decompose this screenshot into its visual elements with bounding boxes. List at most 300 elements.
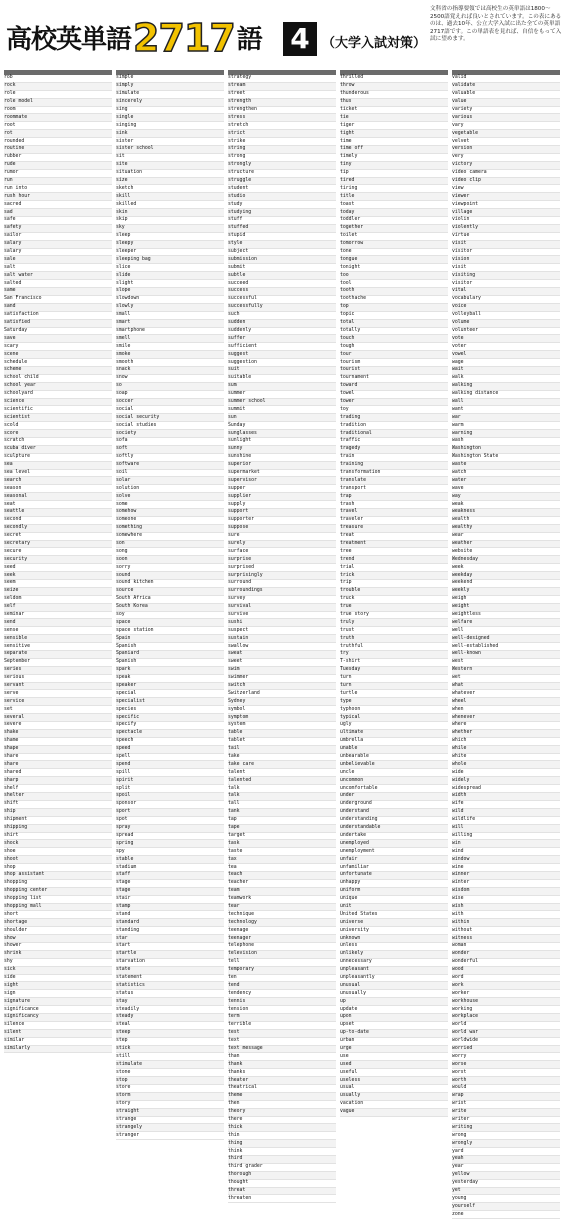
word-row [228, 264, 336, 272]
word-row [340, 904, 448, 912]
word-row [4, 99, 112, 107]
word-row [116, 1046, 224, 1054]
word-row [116, 193, 224, 201]
word-row [452, 627, 560, 635]
english-word: when [452, 706, 464, 712]
english-word: simulate [116, 91, 140, 97]
english-word: teenage [228, 927, 249, 933]
word-row [452, 383, 560, 391]
word-row [452, 785, 560, 793]
word-row [4, 1014, 112, 1022]
word-row [340, 296, 448, 304]
word-row [228, 927, 336, 935]
word-row [4, 493, 112, 501]
english-word: slight [116, 280, 134, 286]
english-word: spend [116, 761, 131, 767]
english-word: traffic [340, 438, 361, 444]
word-row [340, 548, 448, 556]
word-row [340, 675, 448, 683]
english-word: salary [4, 241, 22, 247]
english-word: wage [452, 359, 464, 365]
word-row [228, 178, 336, 186]
english-word: whenever [452, 714, 476, 720]
word-row [452, 911, 560, 919]
english-word: strongly [228, 162, 252, 168]
word-row [340, 446, 448, 454]
word-row [340, 722, 448, 730]
english-word: rush hour [4, 193, 30, 199]
english-word: validate [452, 83, 476, 89]
word-row [4, 1046, 112, 1054]
word-row [116, 1038, 224, 1046]
word-row [340, 422, 448, 430]
word-row [116, 485, 224, 493]
english-word: war [452, 414, 461, 420]
english-word: traditional [340, 430, 372, 436]
word-row [228, 446, 336, 454]
word-row [452, 343, 560, 351]
word-row [340, 556, 448, 564]
english-word: strength [228, 99, 252, 105]
word-row [228, 777, 336, 785]
english-word: style [228, 241, 243, 247]
english-word: surprise [228, 556, 252, 562]
word-row [4, 564, 112, 572]
english-word: train [340, 454, 355, 460]
english-word: stimulate [116, 1061, 142, 1067]
english-word: unfortunate [340, 872, 372, 878]
english-word: somehow [116, 509, 137, 515]
word-row [4, 162, 112, 170]
english-word: wisdom [452, 888, 470, 894]
word-row [228, 840, 336, 848]
word-row [228, 1124, 336, 1132]
english-word: tradition [340, 422, 366, 428]
word-row [452, 667, 560, 675]
word-row [340, 99, 448, 107]
word-row [228, 643, 336, 651]
word-row [452, 730, 560, 738]
english-word: seat [4, 501, 16, 507]
english-word: wonderful [452, 959, 478, 965]
word-row [116, 1117, 224, 1125]
word-row [228, 533, 336, 541]
english-word: soap [116, 391, 128, 397]
word-row [116, 982, 224, 990]
english-word: understand [340, 809, 369, 815]
word-row [228, 990, 336, 998]
word-row [228, 1069, 336, 1077]
english-word: split [116, 785, 131, 791]
word-row [4, 146, 112, 154]
english-word: something [116, 525, 142, 531]
word-row [340, 477, 448, 485]
word-row [228, 422, 336, 430]
english-word: workhouse [452, 998, 478, 1004]
english-word: secret [4, 533, 22, 539]
word-row [228, 596, 336, 604]
english-word: state [116, 967, 131, 973]
word-row [228, 1188, 336, 1196]
word-row [228, 635, 336, 643]
word-row [4, 470, 112, 478]
word-row [4, 154, 112, 162]
english-word: salt water [4, 272, 33, 278]
word-row [452, 1069, 560, 1077]
english-word: theme [228, 1093, 243, 1099]
word-row [4, 422, 112, 430]
english-word: wife [452, 801, 464, 807]
word-row [228, 1022, 336, 1030]
word-row [340, 209, 448, 217]
english-word: transport [340, 485, 366, 491]
word-row [340, 1109, 448, 1117]
english-word: routine [4, 146, 25, 152]
word-row [228, 619, 336, 627]
word-row [4, 785, 112, 793]
word-row [4, 825, 112, 833]
title-suffix: 語 [236, 25, 262, 55]
english-word: unless [340, 943, 358, 949]
word-row [228, 91, 336, 99]
english-word: view [452, 185, 464, 191]
word-row [116, 541, 224, 549]
word-row [452, 722, 560, 730]
english-word: writing [452, 1124, 473, 1130]
word-row [228, 659, 336, 667]
english-word: unit [340, 903, 352, 909]
english-word: thus [340, 99, 352, 105]
word-row [4, 604, 112, 612]
english-word: T-shirt [340, 659, 361, 665]
word-row [116, 667, 224, 675]
english-word: tone [340, 249, 352, 255]
english-word: wrongly [452, 1140, 473, 1146]
word-row [116, 280, 224, 288]
english-word: stuff [228, 217, 243, 223]
word-row [452, 225, 560, 233]
english-word: working [452, 1006, 473, 1012]
english-word: spectacle [116, 730, 142, 736]
word-row [340, 564, 448, 572]
word-row [452, 888, 560, 896]
word-row [116, 627, 224, 635]
word-row [116, 959, 224, 967]
english-word: superior [228, 462, 252, 468]
english-word: run [4, 178, 13, 184]
subtitle: （大学入試対策） [322, 36, 427, 51]
word-row [452, 683, 560, 691]
word-row [4, 114, 112, 122]
word-row [452, 1030, 560, 1038]
word-row [4, 817, 112, 825]
english-word: use [340, 1053, 349, 1059]
word-row [116, 414, 224, 422]
english-word: signature [4, 998, 30, 1004]
english-word: sleeper [116, 249, 137, 255]
word-row [228, 1140, 336, 1148]
word-row [228, 517, 336, 525]
english-word: virtue [452, 233, 470, 239]
word-row [340, 1093, 448, 1101]
word-row [116, 1077, 224, 1085]
word-row [116, 328, 224, 336]
english-word: which [452, 738, 467, 744]
english-word: sick [4, 967, 16, 973]
word-row [452, 209, 560, 217]
english-word: usually [340, 1093, 361, 1099]
english-word: sunny [228, 446, 243, 452]
word-row [340, 943, 448, 951]
english-word: succeed [228, 280, 249, 286]
word-row [228, 683, 336, 691]
word-row [116, 138, 224, 146]
word-row [340, 91, 448, 99]
word-row [452, 1156, 560, 1164]
english-word: symptom [228, 714, 249, 720]
word-row [4, 485, 112, 493]
word-row [116, 604, 224, 612]
english-word: talent [228, 769, 246, 775]
english-word: wide [452, 769, 464, 775]
english-word: sister [116, 138, 134, 144]
word-row [452, 178, 560, 186]
word-row [452, 304, 560, 312]
word-row [452, 564, 560, 572]
word-row [228, 1164, 336, 1172]
english-word: worried [452, 1045, 473, 1051]
english-word: widely [452, 777, 470, 783]
english-word: warm [452, 422, 464, 428]
word-row [4, 943, 112, 951]
word-row [4, 533, 112, 541]
english-word: truthful [340, 643, 364, 649]
word-row [228, 975, 336, 983]
english-word: whatever [452, 690, 476, 696]
english-word: talk [228, 793, 240, 799]
english-word: supporter [228, 517, 254, 523]
word-row [452, 99, 560, 107]
word-row [228, 1195, 336, 1203]
word-row [228, 548, 336, 556]
english-word: size [116, 178, 128, 184]
word-row [228, 911, 336, 919]
word-row [340, 75, 448, 83]
english-word: taste [228, 848, 243, 854]
word-row [340, 351, 448, 359]
english-word: sister school [116, 146, 154, 152]
word-row [228, 698, 336, 706]
word-row [116, 817, 224, 825]
english-word: thing [228, 1140, 243, 1146]
word-row [116, 470, 224, 478]
english-word: time [340, 138, 352, 144]
english-word: status [116, 990, 134, 996]
english-word: strike [228, 138, 246, 144]
word-row [228, 919, 336, 927]
english-word: sudden [228, 320, 246, 326]
word-row [340, 470, 448, 478]
word-row [452, 272, 560, 280]
english-word: unbearable [340, 754, 369, 760]
word-row [228, 1172, 336, 1180]
english-word: sensible [4, 635, 28, 641]
english-word: unhappy [340, 880, 361, 886]
english-word: run into [4, 185, 28, 191]
english-word: trash [340, 501, 355, 507]
english-word: South Africa [116, 596, 151, 602]
word-row [452, 517, 560, 525]
word-row [340, 801, 448, 809]
english-word: strangely [116, 1124, 142, 1130]
english-word: shopping [4, 880, 28, 886]
english-word: simply [116, 83, 134, 89]
word-row [228, 1077, 336, 1085]
english-word: website [452, 548, 473, 554]
english-word: sink [116, 130, 128, 136]
english-word: safe [4, 217, 16, 223]
english-word: species [116, 706, 137, 712]
english-word: spark [116, 667, 131, 673]
english-word: toothache [340, 296, 366, 302]
word-row [340, 746, 448, 754]
english-word: speak [116, 675, 131, 681]
english-word: uncle [340, 769, 355, 775]
english-word: term [228, 1014, 240, 1020]
english-word: visiting [452, 272, 476, 278]
word-row [452, 1164, 560, 1172]
word-row [452, 375, 560, 383]
word-row [452, 588, 560, 596]
word-row [340, 769, 448, 777]
word-row [340, 1101, 448, 1109]
word-row [340, 888, 448, 896]
word-row [116, 683, 224, 691]
english-word: software [116, 462, 140, 468]
english-word: Washington [452, 446, 481, 452]
english-word: shoulder [4, 927, 28, 933]
english-word: unable [340, 746, 358, 752]
english-word: worldwide [452, 1038, 478, 1044]
word-row [452, 1014, 560, 1022]
word-row [228, 738, 336, 746]
english-word: spray [116, 825, 131, 831]
english-word: study [228, 201, 243, 207]
word-row [340, 383, 448, 391]
word-row [452, 185, 560, 193]
word-row [4, 809, 112, 817]
english-word: share [4, 754, 19, 760]
word-row [228, 312, 336, 320]
word-row [452, 83, 560, 91]
english-word: threat [228, 1188, 246, 1194]
word-row [452, 201, 560, 209]
word-row [116, 548, 224, 556]
english-word: talented [228, 777, 252, 783]
english-word: stage [116, 880, 131, 886]
english-word: telephone [228, 943, 254, 949]
word-row [340, 122, 448, 130]
word-row [4, 446, 112, 454]
word-row [116, 769, 224, 777]
english-word: surely [228, 540, 246, 546]
english-word: tip [340, 170, 349, 176]
word-row [116, 951, 224, 959]
english-word: skilled [116, 201, 137, 207]
word-row [228, 856, 336, 864]
english-word: tend [228, 982, 240, 988]
english-word: yourself [452, 1203, 476, 1209]
word-row [4, 706, 112, 714]
english-word: wet [452, 675, 461, 681]
english-word: soft [116, 446, 128, 452]
english-word: wrist [452, 1101, 467, 1107]
word-row [116, 99, 224, 107]
word-row [452, 122, 560, 130]
english-word: room [4, 107, 16, 112]
english-word: soy [116, 612, 125, 617]
intro-note: 文科省の指導要領では高校生の英単語は1800〜2500語覚えれば良いとされています。この表にあるのは、過去10年、公立大学入試に出た全ての英単語2717語です。この単語表を見れば、自信をもって入試に望めます。 [430, 6, 562, 43]
english-word: thin [228, 1132, 240, 1138]
word-row [340, 406, 448, 414]
word-row [116, 1093, 224, 1101]
word-row [452, 241, 560, 249]
word-row [228, 335, 336, 343]
word-row [228, 383, 336, 391]
word-row [340, 982, 448, 990]
english-word: seattle [4, 509, 25, 515]
word-row [4, 335, 112, 343]
word-row [340, 509, 448, 517]
english-word: story [116, 1101, 131, 1107]
english-word: sorry [116, 564, 131, 570]
english-word: spy [116, 848, 125, 854]
word-row [228, 809, 336, 817]
english-word: yellow [452, 1172, 470, 1178]
word-row [340, 233, 448, 241]
word-row [228, 391, 336, 399]
word-row [452, 998, 560, 1006]
english-word: steep [116, 1030, 131, 1036]
english-word: too [340, 272, 349, 278]
english-word: scratch [4, 438, 25, 444]
english-word: shelf [4, 785, 19, 791]
word-row [116, 1014, 224, 1022]
word-row [116, 872, 224, 880]
word-row [228, 107, 336, 115]
english-word: toy [340, 406, 349, 412]
word-row [340, 1006, 448, 1014]
word-row [116, 477, 224, 485]
english-word: sleeping bag [116, 256, 151, 262]
word-row [452, 1109, 560, 1117]
english-word: sustain [228, 635, 249, 641]
english-word: sit [116, 154, 125, 160]
english-word: smartphone [116, 327, 145, 333]
word-row [116, 146, 224, 154]
english-word: Spaniard [116, 651, 140, 657]
word-row [116, 430, 224, 438]
english-word: tough [340, 343, 355, 349]
english-word: seek [4, 572, 16, 578]
english-word: volunteer [452, 327, 478, 333]
english-word: worse [452, 1061, 467, 1067]
word-row [4, 122, 112, 130]
english-word: zone [452, 1211, 464, 1217]
english-word: site [116, 162, 128, 168]
word-row [4, 501, 112, 509]
english-word: slide [116, 272, 131, 278]
